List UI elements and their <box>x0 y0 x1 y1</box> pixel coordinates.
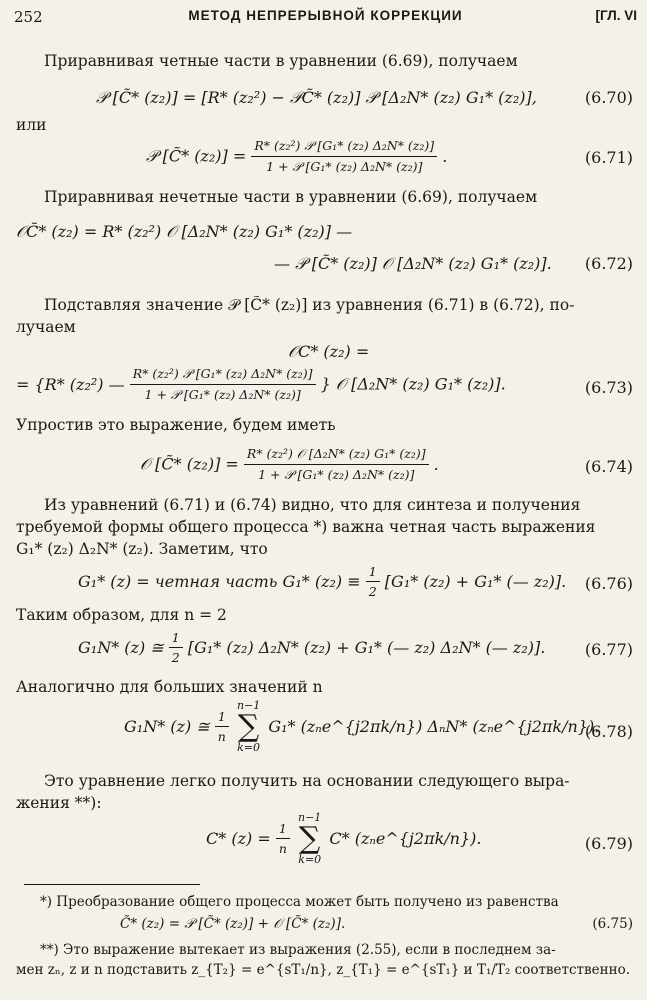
chapter-label: [ГЛ. VI <box>595 8 637 23</box>
running-header <box>14 6 637 32</box>
equation-6-78 <box>16 700 637 764</box>
word-or: или <box>16 116 47 134</box>
equation-number: (6.78) <box>584 722 633 741</box>
denominator: 1 + 𝒫 [G₁* (z₂) Δ₂N* (z₂)] <box>144 387 301 402</box>
sum-upper-limit: n−1 <box>297 811 322 824</box>
equation-pre: = {R* (z₂²) — <box>16 375 125 394</box>
equation-6-73-line2 <box>16 366 637 410</box>
equation-body: C̃* (z₂) = 𝒫 [C̃* (z₂)] + 𝒪 [C̃* (z₂)]. <box>120 916 346 932</box>
fraction-half <box>366 564 380 599</box>
running-title: МЕТОД НЕПРЕРЫВНОЙ КОРРЕКЦИИ <box>188 8 463 23</box>
numerator: 1 <box>169 630 183 648</box>
equation-post: [G₁* (z₂) + G₁* (— z₂)]. <box>384 572 567 591</box>
numerator: R* (z₂²) 𝒫 [G₁* (z₂) Δ₂N* (z₂)] <box>130 366 316 385</box>
footnote-1: *) Преобразование общего процесса может быть получено из равенства <box>40 894 559 910</box>
paragraph-synthesis-line2: требуемой формы общего процесса *) важна четная часть выражения <box>16 518 596 536</box>
equation-pre: G₁* (z) = четная часть G₁* (z₂) ≡ <box>78 572 361 591</box>
denominator: 1 + 𝒫 [G₁* (z₂) Δ₂N* (z₂)] <box>258 467 415 482</box>
equation-pre: G₁N* (z) ≅ <box>78 638 164 657</box>
sum-upper-limit: n−1 <box>236 699 261 712</box>
equation-6-76 <box>16 564 637 604</box>
sum-lower-limit: k=0 <box>298 852 322 866</box>
equation-6-74 <box>16 446 637 488</box>
equation-number: (6.72) <box>584 254 633 273</box>
equation-pre: C* (z) = <box>206 829 271 849</box>
paragraph-even-parts: Приравнивая четные части в уравнении (6.69), получаем <box>44 52 518 70</box>
numerator: 1 <box>276 821 290 839</box>
equation-body: 𝒪C* (z₂) = <box>288 342 370 361</box>
equation-number: (6.71) <box>584 148 633 167</box>
equation-number: (6.73) <box>584 378 633 397</box>
numerator: R* (z₂²) 𝒪 [Δ₂N* (z₂) G₁* (z₂)] <box>244 446 429 465</box>
footnote-2-line1: **) Это выражение вытекает из выражения (2.55), если в последнем за- <box>40 942 556 958</box>
denominator: n <box>278 841 287 857</box>
equation-number: (6.75) <box>592 916 633 932</box>
fraction <box>215 709 229 744</box>
fraction <box>244 446 429 483</box>
paragraph-n-equals-2: Таким образом, для n = 2 <box>16 606 227 624</box>
paragraph-substitute-line1: Подставляя значение 𝒫 [C̃* (z₂)] из уравнения (6.71) в (6.72), по- <box>44 296 575 314</box>
equation-number: (6.74) <box>584 457 633 476</box>
equation-post: C* (zₙe^{j2πk/n}). <box>329 829 482 849</box>
denominator: 1 + 𝒫 [G₁* (z₂) Δ₂N* (z₂)] <box>266 159 423 174</box>
fraction <box>130 366 316 403</box>
equation-post: } 𝒪 [Δ₂N* (z₂) G₁* (z₂)]. <box>320 374 506 394</box>
equation-body: 𝒫 [C̃* (z₂)] = [R* (z₂²) − 𝒫C̃* (z₂)] 𝒫 [Δ₂N* (z₂) G₁* (z₂)], <box>96 88 537 107</box>
summation <box>298 812 321 865</box>
paragraph-synthesis-line1: Из уравнений (6.71) и (6.74) видно, что для синтеза и получения <box>44 496 581 514</box>
paragraph-substitute-line2: лучаем <box>16 318 76 336</box>
paragraph-odd-parts: Приравнивая нечетные части в уравнении (6.69), получаем <box>44 188 538 206</box>
denominator: 2 <box>368 584 377 599</box>
denominator: 2 <box>171 650 180 665</box>
sum-lower-limit: k=0 <box>237 740 261 754</box>
fraction-half <box>169 630 183 665</box>
equation-6-71 <box>16 138 637 178</box>
equation-number: (6.79) <box>584 834 633 853</box>
fraction <box>276 821 290 856</box>
equation-lhs: 𝒫 [C̃* (z₂)] = <box>146 146 247 166</box>
equation-number: (6.77) <box>584 640 633 659</box>
summation <box>237 700 260 753</box>
numerator: 1 <box>366 564 380 582</box>
equation-post: G₁* (zₙe^{j2πk/n}) ΔₙN* (zₙe^{j2πk/n}). <box>268 717 600 737</box>
equation-body: — 𝒫 [C̃* (z₂)] 𝒪 [Δ₂N* (z₂) G₁* (z₂)]. <box>274 254 552 273</box>
equation-tail: . <box>433 455 439 474</box>
numerator: R* (z₂²) 𝒫 [G₁* (z₂) Δ₂N* (z₂)] <box>251 138 437 157</box>
equation-body: 𝒪C̃* (z₂) = R* (z₂²) 𝒪 [Δ₂N* (z₂) G₁* (z₂)] — <box>16 222 353 241</box>
equation-6-77 <box>16 630 637 670</box>
equation-lhs: 𝒪 [C̃* (z₂)] = <box>140 454 239 474</box>
numerator: 1 <box>215 709 229 727</box>
paragraph-derive-line2: жения **): <box>16 794 102 812</box>
equation-pre: G₁N* (z) ≅ <box>124 717 210 737</box>
footnote-2-line2: мен zₙ, z и n подставить z_{T₂} = e^{sT₁/n}, z_{T₁} = e^{sT₁} и T₁/T₂ соответственно. <box>16 962 631 978</box>
fraction <box>251 138 437 175</box>
paragraph-derive-line1: Это уравнение легко получить на основании следующего выра- <box>44 772 570 790</box>
equation-post: [G₁* (z₂) Δ₂N* (z₂) + G₁* (— z₂) Δ₂N* (— z₂)]. <box>187 638 546 657</box>
equation-number: (6.70) <box>584 88 633 107</box>
page-number: 252 <box>14 8 43 26</box>
equation-6-79 <box>16 812 637 876</box>
equation-tail: . <box>442 147 448 166</box>
denominator: n <box>217 729 226 745</box>
paragraph-larger-n: Аналогично для больших значений n <box>16 678 323 696</box>
sigma-icon: ∑ <box>298 820 321 856</box>
paragraph-simplify: Упростив это выражение, будем иметь <box>16 416 336 434</box>
sigma-icon: ∑ <box>237 708 260 744</box>
footnote-divider <box>24 884 200 885</box>
equation-number: (6.76) <box>584 574 633 593</box>
paragraph-synthesis-line3: G₁* (z₂) Δ₂N* (z₂). Заметим, что <box>16 540 268 558</box>
